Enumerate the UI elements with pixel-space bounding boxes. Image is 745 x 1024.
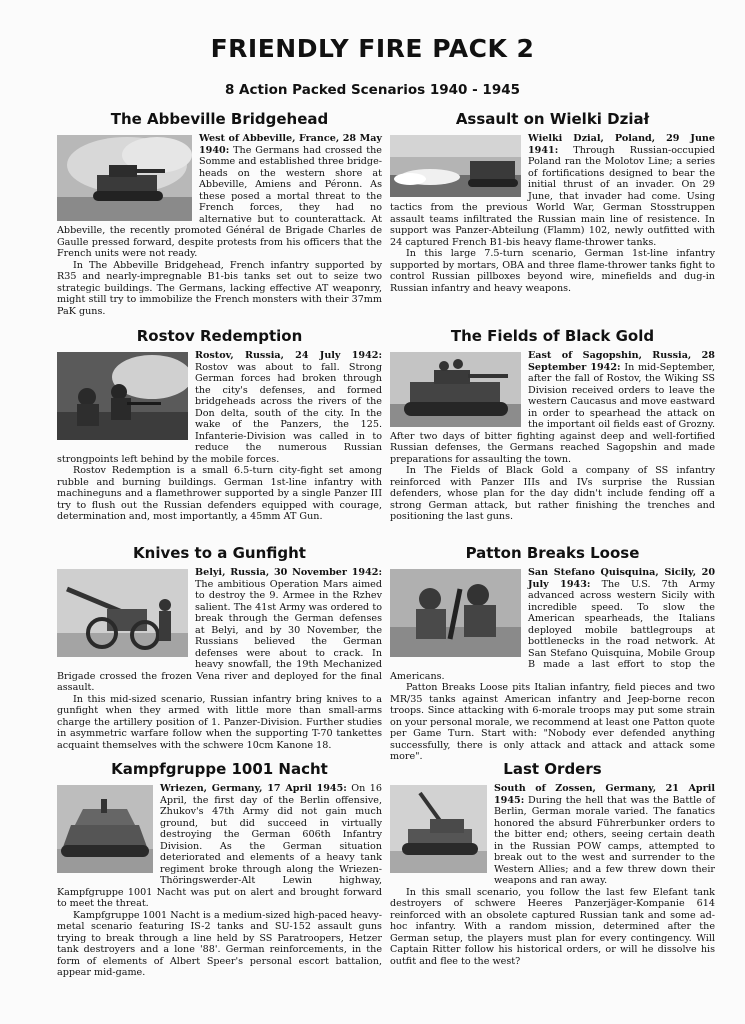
scenario-dateline: Rostov, Russia, 24 July 1942: <box>195 350 382 361</box>
infantry-riding-tank-photo <box>390 352 521 427</box>
scenario-description: In The Abbeville Bridgehead, French infantry supported by R35 and nearly-impregnable B1-bis tanks set out to seize two strategic buildings. The Germans, lacking effective AT weaponry, might still try to immobilize the French monsters with their 37mm PaK guns. <box>57 259 382 317</box>
scenario-black-gold <box>390 327 715 523</box>
scenario-dateline: Belyi, Russia, 30 November 1942: <box>195 567 382 578</box>
scenario-title: Patton Breaks Loose <box>465 544 640 562</box>
scenario-dateline: San Stefano Quisquina, Sicily, 20 July 1943: <box>528 567 715 590</box>
scenario-description: In this small scenario, you follow the last few Elefant tank destroyers of schwere Heeres Panzerjäger-Kompanie 614 reinforced with an obsolete captured Russian tank and some ad-hoc infantry. With a random mission, determined after the German setup, the players must plan for every contingency. Will Captain Ritter follow his historical orders, or will he dissolve his outfit and flee to the west? <box>390 886 715 967</box>
scenario-title: The Fields of Black Gold <box>450 327 655 345</box>
scenario-description: In this large 7.5-turn scenario, German 1st-line infantry supported by mortars, OBA and three flame-thrower tanks fight to control Russian pillboxes beyond wire, minefields and dug-in Russian infantry and heavy weapons. <box>390 248 715 294</box>
scenario-intro: The U.S. 7th Army advanced across western Sicily with incredible speed. To slow the American spearheads, the Italians deployed mobile battlegroups at bottlenecks in the road network. At San Stefano Quisquina, Mobile Group B made a last effort to stop the Americans. <box>390 578 715 682</box>
scenario-intro: Through Russian-occupied Poland ran the Molotov Line; a series of fortifications designed to bear the initial thrust of an invader. On 29 June, that invader had come. Using tactics from the previous World War, German Stosstruppen assault teams infiltrated the Russian main line of resistence. In support was Panzer-Abteilung (Flamm) 102, newly outfitted with 24 captured French B1-bis heavy flame-thrower tanks. <box>390 144 715 248</box>
scenario-title: Kampfgruppe 1001 Nacht <box>111 760 328 778</box>
scenario-last-orders <box>390 760 715 967</box>
soldiers-street-fight-photo <box>57 352 188 440</box>
scenario-intro: In mid-September, after the fall of Rostov, the Wiking SS Division received orders to leave the western Caucasus and move eastward in order to spearhead the attack on the important oil fields east of Grozny. After two days of bitter fighting against deep and well-fortified Russian defenses, the Germans reached Sagopshin and made preparations for assaulting the town. <box>390 361 715 465</box>
scenario-title: Assault on Wielki Dział <box>455 110 650 128</box>
scenario-description: Rostov Redemption is a small 6.5-turn city-fight set among rubble and burning buildings. German 1st-line infantry with machineguns and a flamethrower supported by a single Panzer III try to flush out the Russian defenders equipped with courage, determination and, most importantly, a 45mm AT Gun. <box>57 465 382 522</box>
tank-in-smoke-photo <box>57 135 192 221</box>
scenario-dateline: Wriezen, Germany, 17 April 1945: <box>160 783 347 794</box>
scenario-dateline: Wielki Dzial, Poland, 29 June 1941: <box>528 133 715 156</box>
scenario-title: Rostov Redemption <box>136 327 303 345</box>
field-gun-crew-photo <box>57 569 188 657</box>
scenario-wielki-dzial <box>390 110 715 294</box>
scenario-rostov <box>57 327 382 523</box>
scenario-intro: Rostov was about to fall. Strong German forces had broken through the city's defenses, and formed bridgeheads across the rivers of the Don delta, south of the city. In the wake of the Panzers, the 125. Infanterie-Division was called in to reduce the numerous Russian strongpoints left behind by the mobile forces. <box>57 361 382 465</box>
scenario-patton <box>390 544 715 763</box>
scenario-intro: During the hell that was the Battle of Berlin, German morale varied. The fanatics honored the absurd Führerbunker orders to the bitter end; others, seeing certain death in the Russian POW camps, attempted to break out to the west and surrender to the Western Allies; and a few threw down their weapons and ran away. <box>494 794 715 886</box>
scenario-intro: On 16 April, the first day of the Berlin offensive, Zhukov's 47th Army did not gain much ground, but did succeed in virtually destroying the German 606th Infantry Division. As the German situation deteriorated and elements of a heavy tank regiment broke through along the Wriezen-Thöringswerder-Alt Lewin highway, Kampfgruppe 1001 Nacht was put on alert and brought forward to meet the threat. <box>57 783 382 909</box>
scenario-description: Patton Breaks Loose pits Italian infantry, field pieces and two MR/35 tanks against American infantry and Jeep-borne recon troops. Since attacking with 6-morale troops may put some strain on your personal morale, we recommend at least one Patton quote per Game Turn. Start with: "Nobody ever defended anything successfully, there is only attack and attack and attack some more". <box>390 682 715 762</box>
scenario-intro: The Germans had crossed the Somme and established three bridge-heads on the western shore at Abbeville, Amiens and Péronn. As these posed a mortal threat to the French forces, they had no alternative but to counterattack. At Abbeville, the recently promoted Général de Brigade Charles de Gaulle pressed forward, despite protests from his officers that the French units were not ready. <box>57 144 382 259</box>
scenario-dateline: East of Sagopshin, Russia, 28 September 1942: <box>528 350 715 373</box>
scenario-title: Last Orders <box>503 760 602 778</box>
scenario-title: Knives to a Gunfight <box>133 544 306 562</box>
scenario-knives <box>57 544 382 751</box>
page-subtitle: 8 Action Packed Scenarios 1940 - 1945 <box>224 82 521 98</box>
scenario-dateline: South of Zossen, Germany, 21 April 1945: <box>494 783 715 806</box>
scenario-kampfgruppe <box>57 760 382 979</box>
scenario-intro: The ambitious Operation Mars aimed to destroy the 9. Armee in the Rzhev salient. The 41st Army was ordered to break through the German defenses at Belyi, and by 30 November, the Russians believed the German defenses were about to crack. In heavy snowfall, the 19th Mechanized Brigade crossed the frozen Vena river and deployed for the final assault. <box>57 578 382 693</box>
mortar-crew-photo <box>390 569 521 657</box>
scenario-abbeville <box>57 110 382 317</box>
scenario-title: The Abbeville Bridgehead <box>110 110 329 128</box>
elefant-tank-destroyer-photo <box>390 785 487 873</box>
scenario-description: Kampfgruppe 1001 Nacht is a medium-sized high-paced heavy-metal scenario featuring IS-2 tanks and SU-152 assault guns trying to break through a line held by SS Paratroopers, Hetzer tank destroyers and a lone '88'. German reinforcements, in the form of elements of Albert Speer's personal escort battalion, appear mid-game. <box>57 909 382 978</box>
scenario-description: In The Fields of Black Gold a company of SS infantry reinforced with Panzer IIIs and IVs surprise the Russian defenders, whose plan for the day didn't include fending off a strong German attack, but rather finishing the trenches and positioning the last guns. <box>390 465 715 522</box>
hetzer-tank-destroyer-photo <box>57 785 153 873</box>
flamethrower-tank-photo <box>390 135 521 197</box>
scenario-description: In this mid-sized scenario, Russian infantry bring knives to a gunfight when they armed with little more than small-arms charge the artillery position of 1. Panzer-Division. Further studies in asymmetric warfare follow when the supporting T-70 tankettes acquaint themselves with the schwere 10cm Kanone 18. <box>57 693 382 751</box>
scenario-dateline: West of Abbeville, France, 28 May 1940: <box>199 133 382 156</box>
page-title: FRIENDLY FIRE PACK 2 <box>210 34 535 63</box>
